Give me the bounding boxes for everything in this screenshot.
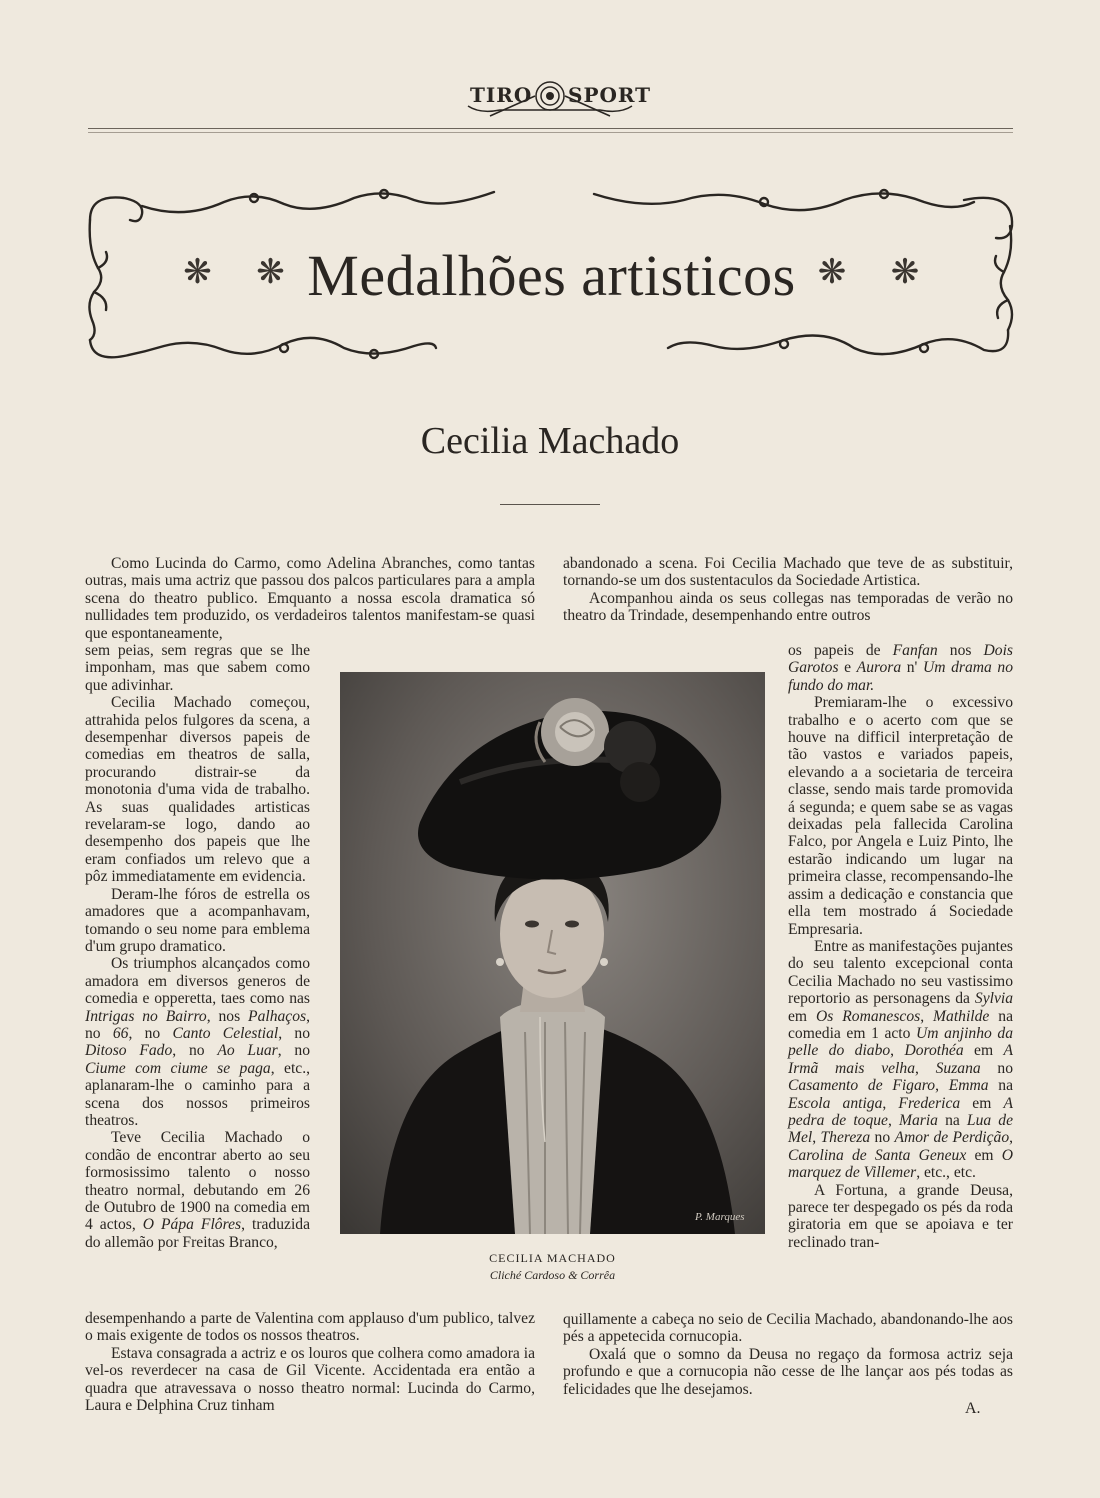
paragraph: Os triumphos alcançados como amadora em diversos generos de comedia e opperetta, taes como nas Intrigas no Bairro, nos Palhaços, no 66, no Canto Celestial, no Ditoso Fado, no Ao Luar, no Ciume com ciume se paga, etc., aplanaram-lhe o caminho para a scena dos nossos primeiros theatros.	[85, 955, 311, 1129]
paragraph: os papeis de Fanfan nos Dois Garotos e Aurora n' Um drama no fundo do mar.	[788, 642, 1014, 694]
article-right-top	[563, 555, 1013, 625]
paragraph: Oxalá que o somno da Deusa no regaço da formosa actriz seja profundo e que a cornucopia não cesse de lhe lançar aos pés todas as felicidades que lhe desejamos.	[563, 1345, 1013, 1398]
paragraph: Teve Cecilia Machado o condão de encontrar aberto ao seu formosissimo talento o nosso theatro normal, debutando em 26 de Outubro de 1900 na comedia em 4 actos, O Pápa Flôres, traduzida do allemão por Freitas Branco,	[85, 1129, 310, 1251]
photographer-mark: P. Marques	[695, 1211, 745, 1223]
paragraph: Cecilia Machado começou, attrahida pelos fulgores da scena, a desempenhar diversos papeis de comedias em theatros de salla, procurando distrair-se da monotonia d'uma vida de trabalho. As suas qualidades artisticas revelaram-se logo, dando ao desempenho dos papeis que lhe eram confiados um relevo que a pôz immediatamente em evidencia.	[85, 694, 310, 886]
masthead-logo	[460, 76, 652, 122]
paragraph: Como Lucinda do Carmo, como Adelina Abranches, como tantas outras, mais uma actriz que passou dos palcos particulares para a ampla scena do theatro publico. Emquanto a nossa escola dramatica só nullidades tem produzido, os verdadeiros talentos manifestam-se quasi que espontaneamente,	[85, 555, 535, 642]
article-left-narrow	[85, 642, 310, 1251]
ornament-star-icon: ❋	[817, 254, 847, 291]
article-right-narrow	[788, 642, 1013, 1251]
page-title	[84, 238, 1019, 311]
paragraph: A Fortuna, a grande Deusa, parece ter despegado os pés da roda giratoria em que se apoiava e ter reclinado tran-	[788, 1181, 1013, 1251]
target-emblem-icon	[536, 82, 564, 110]
paragraph: Estava consagrada a actriz e os louros que colhera como amadora ia vel-os reverdecer na casa de Gil Vicente. Accidentada era então a quadra que atravessava o nosso theatro normal: Lucinda do Carmo, Laura e Delphina Cruz tinham	[85, 1344, 535, 1415]
paragraph: sem peias, sem regras que se lhe imponham, mas que sabem como que adivinhar.	[85, 642, 310, 694]
paragraph: desempenhando a parte de Valentina com applauso d'um publico, talvez o mais exigente de todos os nossos theatros.	[85, 1310, 535, 1345]
paragraph: Premiaram-lhe o excessivo trabalho e o acerto com que se houve na difficil interpretação de tão vastos e variados papeis, elevando a a societaria de terceira classe, sendo mais tarde promovida á segunda; e quem sabe se as vagas deixadas pela fallecida Carolina Falco, por Angela e Luiz Pinto, lhe estarão indicando um lugar na primeira classe, recompensando-lhe assim a dedicação e constancia que ella tem mostrado á Sociedade Empresaria.	[788, 694, 1013, 938]
article-subtitle: Cecilia Machado	[420, 420, 680, 462]
paragraph: quillamente a cabeça no seio de Cecilia Machado, abandonando-lhe aos pés a appetecida cornucopia.	[563, 1311, 1013, 1346]
header-rule	[88, 128, 1013, 129]
ornament-star-icon: ❋	[183, 254, 213, 291]
photo-credit: Cliché Cardoso & Corrêa	[489, 1268, 616, 1282]
photo-caption: CECILIA MACHADO	[489, 1251, 616, 1265]
ornament-star-icon: ❋	[890, 254, 920, 291]
header-rule-secondary	[88, 132, 1013, 133]
page-title-text: Medalhões artisticos	[307, 243, 796, 308]
ornament-star-icon: ❋	[256, 254, 286, 291]
article-left-bottom	[85, 1310, 535, 1414]
author-signature: A.	[965, 1400, 981, 1417]
masthead-text-right: SPORT	[568, 83, 652, 107]
article-right-bottom	[563, 1311, 1013, 1398]
paragraph: abandonado a scena. Foi Cecilia Machado que teve de as substituir, tornando-se um dos sustentaculos da Sociedade Artistica.	[563, 555, 1013, 590]
portrait-photo	[340, 672, 765, 1234]
article-left-top	[85, 555, 535, 642]
masthead-text-left: TIRO	[470, 83, 533, 107]
paragraph: Deram-lhe fóros de estrella os amadores que a acompanhavam, tomando o seu nome para emblema d'um grupo dramatico.	[85, 885, 310, 955]
paragraph: Entre as manifestações pujantes do seu talento excepcional conta Cecilia Machado no seu vastissimo reportorio as personagens da Sylvia em Os Romanescos, Mathilde na comedia em 1 acto Um anjinho da pelle do diabo, Dorothéa em A Irmã mais velha, Suzana no Casamento de Figaro, Emma na Escola antiga, Frederica em A pedra de toque, Maria na Lua de Mel, Thereza no Amor de Perdição, Carolina de Santa Geneux em O marquez de Villemer, etc., etc.	[788, 937, 1014, 1182]
subtitle-rule	[500, 504, 600, 505]
paragraph: Acompanhou ainda os seus collegas nas temporadas de verão no theatro da Trindade, desempenhando entre outros	[563, 589, 1013, 625]
